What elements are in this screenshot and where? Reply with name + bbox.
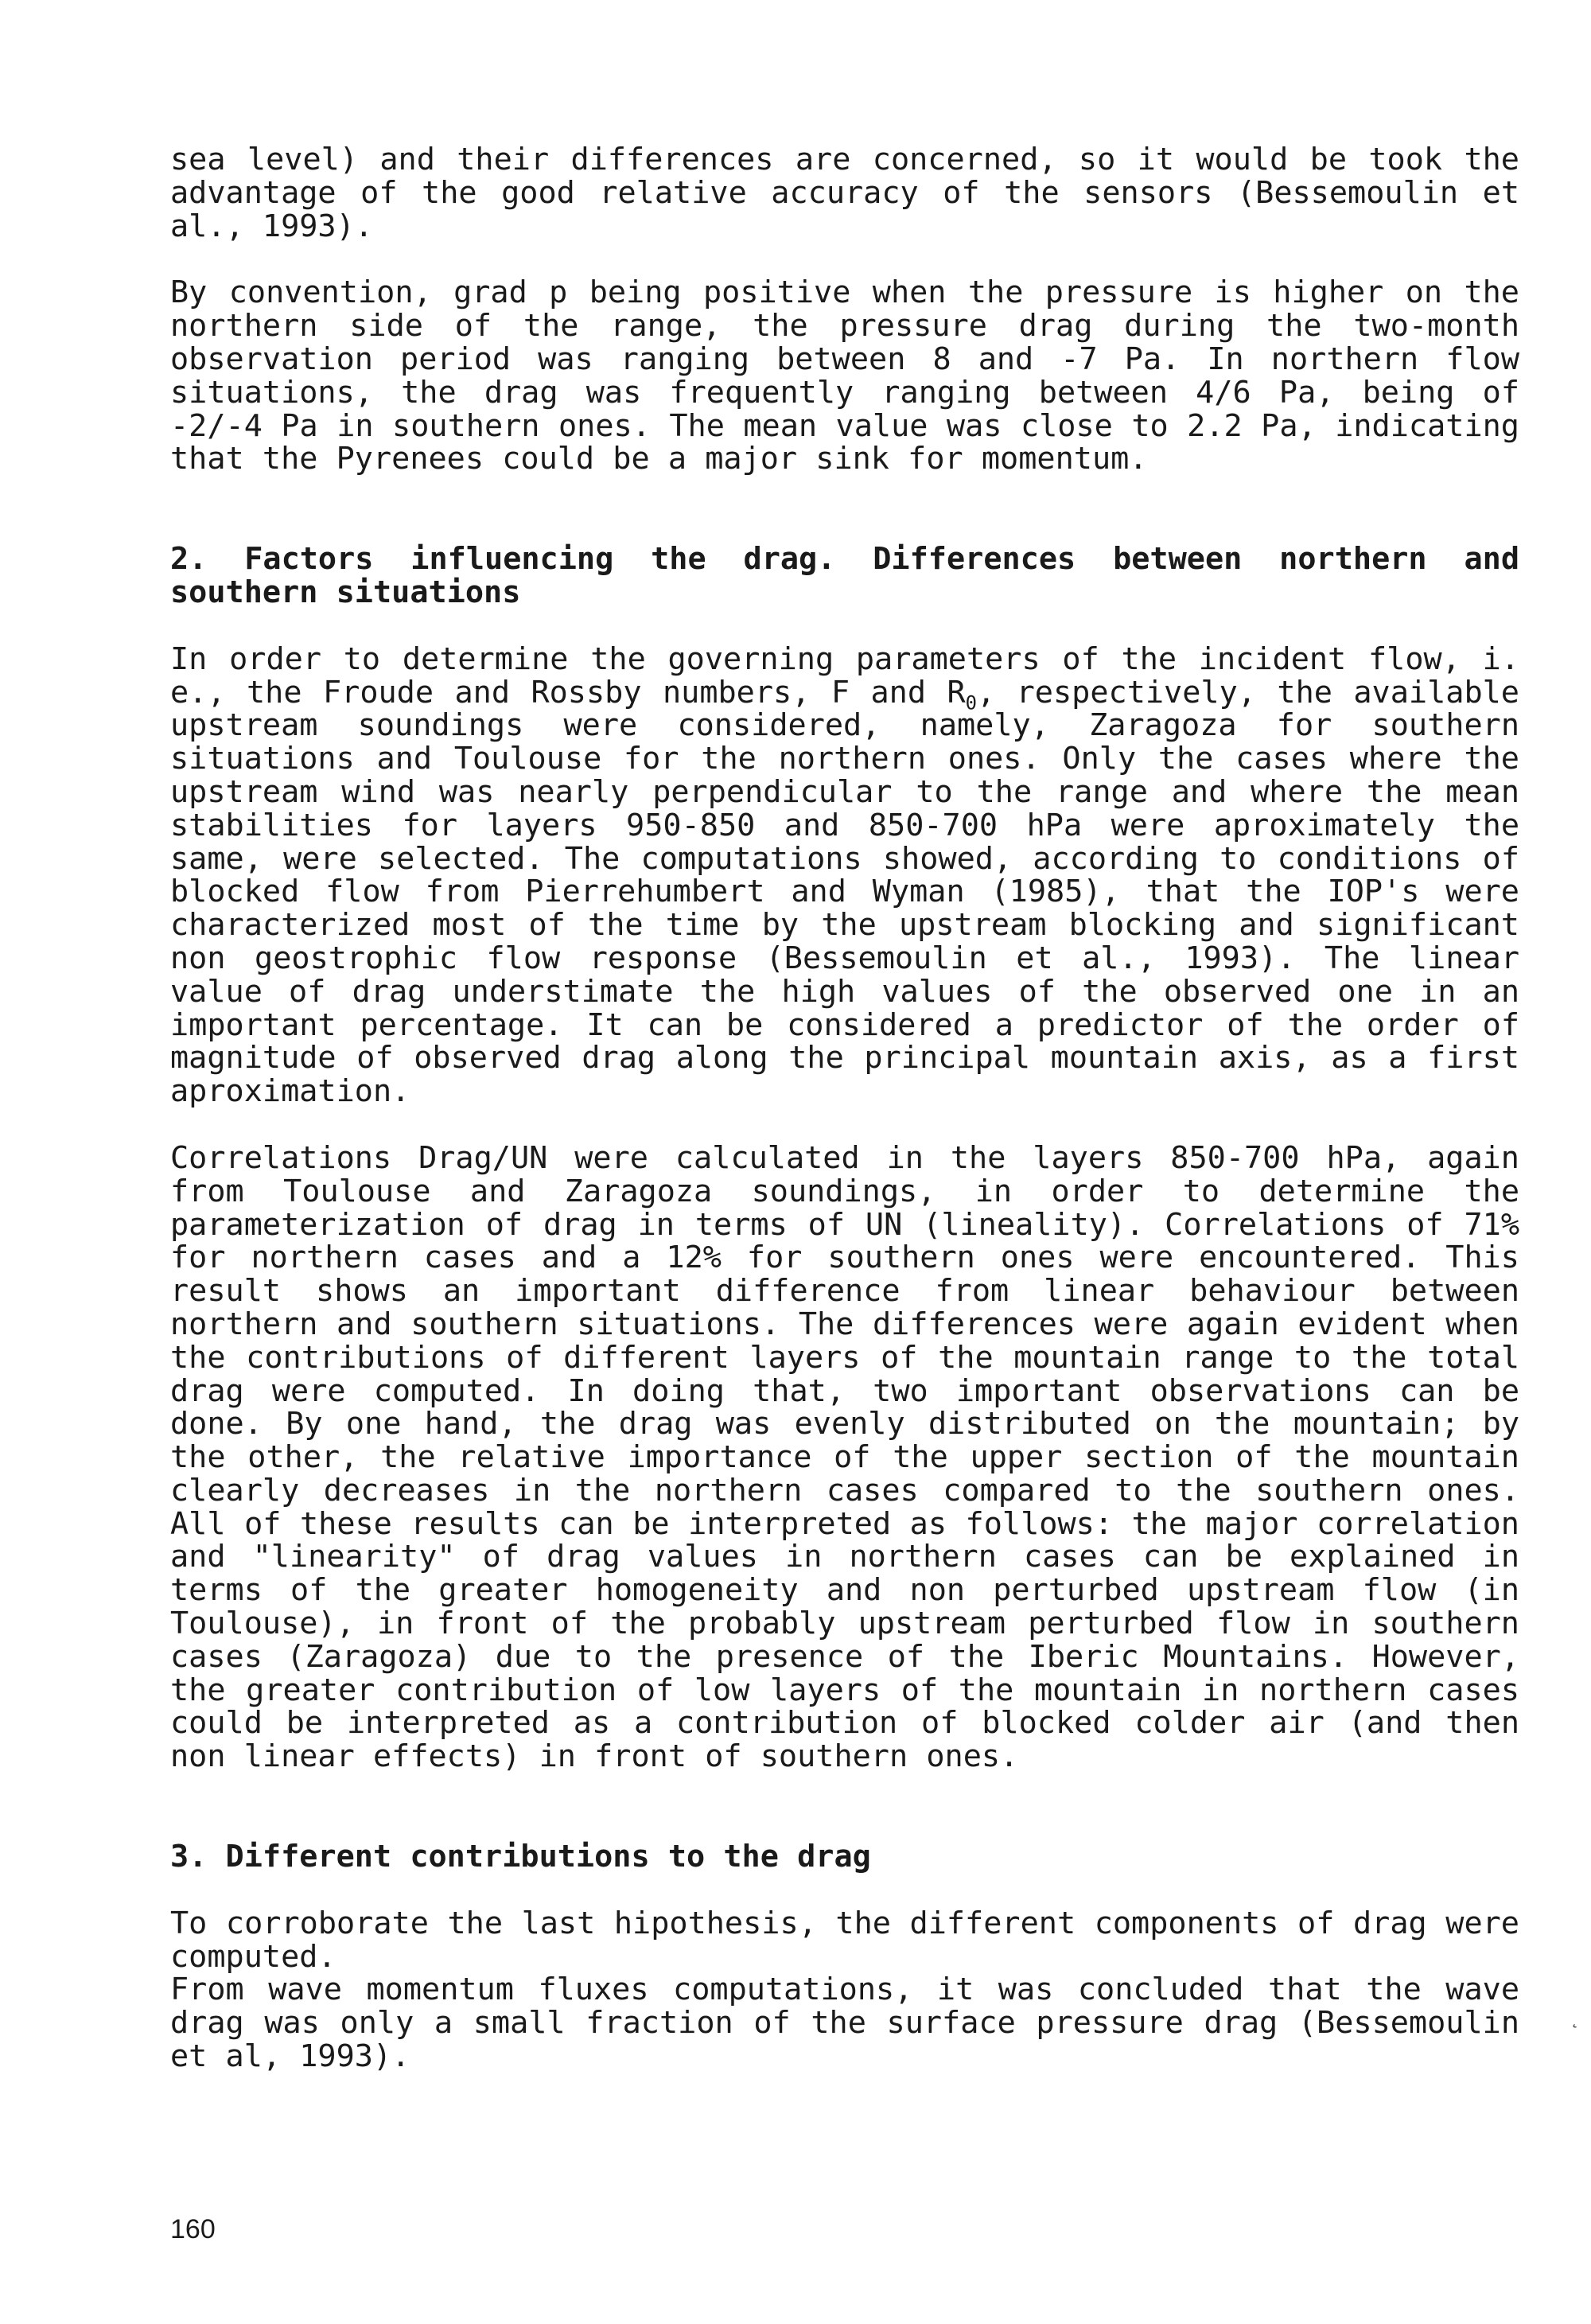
paragraph-correlations: Correlations Drag/UN were calculated in the layers 850-700 hPa, again from Toulouse and Zaragoza soundings, in order to determine the parameterization of drag in terms of UN (lineality). Correlations of 71% for northern cases and a 12% for southern ones were encountered. This result shows an important difference from linear behaviour between northern and southern situations. The differences were again evident when the contributions of different layers of the mountain range to the total drag were computed. In doing that, two important observations can be done. By one hand, the drag was evenly distributed on the mountain; by the other, the relative importance of the upper section of the mountain clearly decreases in the northern cases compared to the southern ones. All of these results can be interpreted as follows: the major correlation and "linearity" of drag values in northern cases can be explained in terms of the greater homogeneity and non perturbed upstream flow (in Toulouse), in front of the probably upstream perturbed flow in southern cases (Zaragoza) due to the presence of the Iberic Mountains. However, the greater contribution of low layers of the mountain in northern cases could be interpreted as a contribution of blocked colder air (and then non linear effects) in front of southern ones. bbox=[170, 1139, 1519, 1775]
paragraph-corroborate: To corroborate the last hipothesis, the different components of drag were computed. bbox=[170, 1905, 1519, 1975]
rossby-subscript: 0 bbox=[965, 691, 977, 714]
paragraph-governing-parameters bbox=[170, 640, 1519, 1110]
section-heading-contributions: 3. Different contributions to the drag bbox=[170, 1839, 871, 1875]
paragraph-governing-parameters-start: In order to determine the governing parameters of the incident flow, i. e., the Froude and Rossby numbers, F and R bbox=[170, 640, 1519, 710]
paragraph-continuation: sea level) and their differences are concerned, so it would be took the advantage of the good relative accuracy of the sensors (Bessemoulin et al., 1993). bbox=[170, 142, 1519, 244]
page-number: 160 bbox=[170, 2214, 216, 2244]
section-heading-factors: 2. Factors influencing the drag. Differences between northern and southern situations bbox=[170, 541, 1519, 610]
paragraph-wave-drag: From wave momentum fluxes computations, it was concluded that the wave drag was only a small fraction of the surface pressure drag (Bessemoulin et al, 1993). bbox=[170, 1972, 1519, 2075]
page-body bbox=[170, 143, 1519, 2073]
paragraph-governing-parameters-rest: , respectively, the available upstream soundings were considered, namely, Zaragoza for southern situations and Toulouse for the northern ones. Only the cases where the upstream wind was nearly perpendicular to the range and where the mean stabilities for layers 950-850 and 850-700 hPa were aproximately the same, were selected. The computations showed, according to conditions of blocked flow from Pierrehumbert and Wyman (1985), that the IOP's were characterized most of the time by the upstream blocking and significant non geostrophic flow response (Bessemoulin et al., 1993). The linear value of drag understimate the high values of the observed one in an important percentage. It can be considered a predictor of the order of magnitude of observed drag along the principal mountain axis, as a first aproximation. bbox=[170, 674, 1519, 1110]
scan-speck: ˛ bbox=[1570, 2009, 1579, 2029]
paragraph-pressure-drag: By convention, grad p being positive when the pressure is higher on the northern side of the range, the pressure drag during the two-month observation period was ranging between 8 and -7 Pa. In northern flow situations, the drag was frequently ranging between 4/6 Pa, being of -2/-4 Pa in southern ones. The mean value was close to 2.2 Pa, indicating that the Pyrenees could be a major sink for momentum. bbox=[170, 274, 1519, 477]
